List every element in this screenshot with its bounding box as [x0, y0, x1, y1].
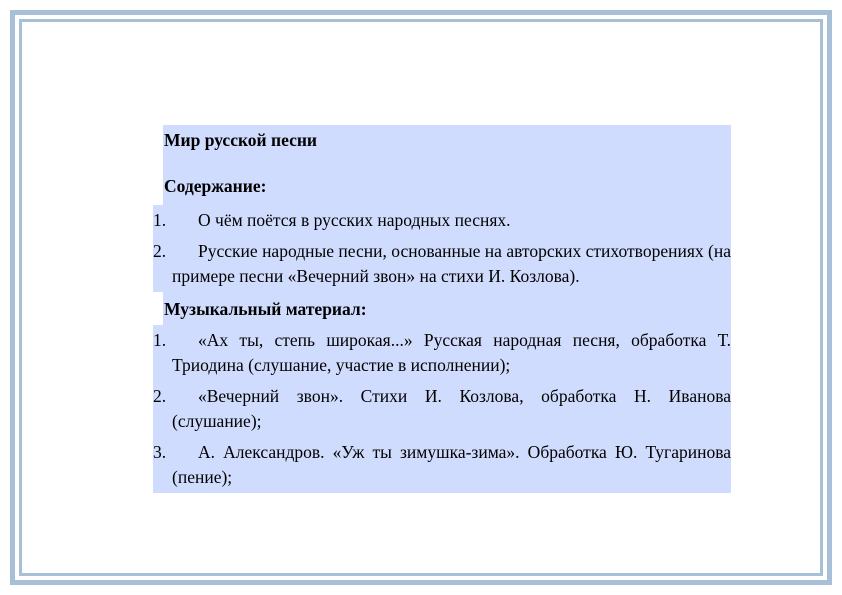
list-item-number: 3. — [153, 442, 167, 462]
list-item-number: 2. — [153, 241, 167, 261]
document-body — [153, 125, 731, 493]
music-heading: Музыкальный материал: — [163, 292, 731, 325]
content-heading: Содержание: — [163, 168, 731, 205]
list-item-text: Русские народные песни, основанные на авторских стихотворениях (на примере песни «Вечерний звон» на стихи И. Козлова). — [172, 241, 731, 286]
list-item-number: 1. — [153, 210, 167, 230]
document-title: Мир русской песни — [163, 125, 731, 168]
list-item-text: О чём поётся в русских народных песнях. — [198, 210, 511, 230]
content-list-item — [153, 205, 731, 236]
list-item-text: «Вечерний звон». Стихи И. Козлова, обработка Н. Иванова (слушание); — [172, 386, 731, 431]
content-list-item — [153, 236, 731, 292]
list-item-text: А. Александров. «Уж ты зимушка-зима». Обработка Ю. Тугаринова (пение); — [172, 442, 731, 487]
music-list-item — [153, 381, 731, 437]
list-item-text: «Ах ты, степь широкая...» Русская народная песня, обработка Т. Триодина (слушание, участие в исполнении); — [172, 330, 731, 375]
list-item-number: 2. — [153, 386, 167, 406]
music-list-item — [153, 437, 731, 493]
list-item-number: 1. — [153, 330, 167, 350]
music-list-item — [153, 325, 731, 381]
